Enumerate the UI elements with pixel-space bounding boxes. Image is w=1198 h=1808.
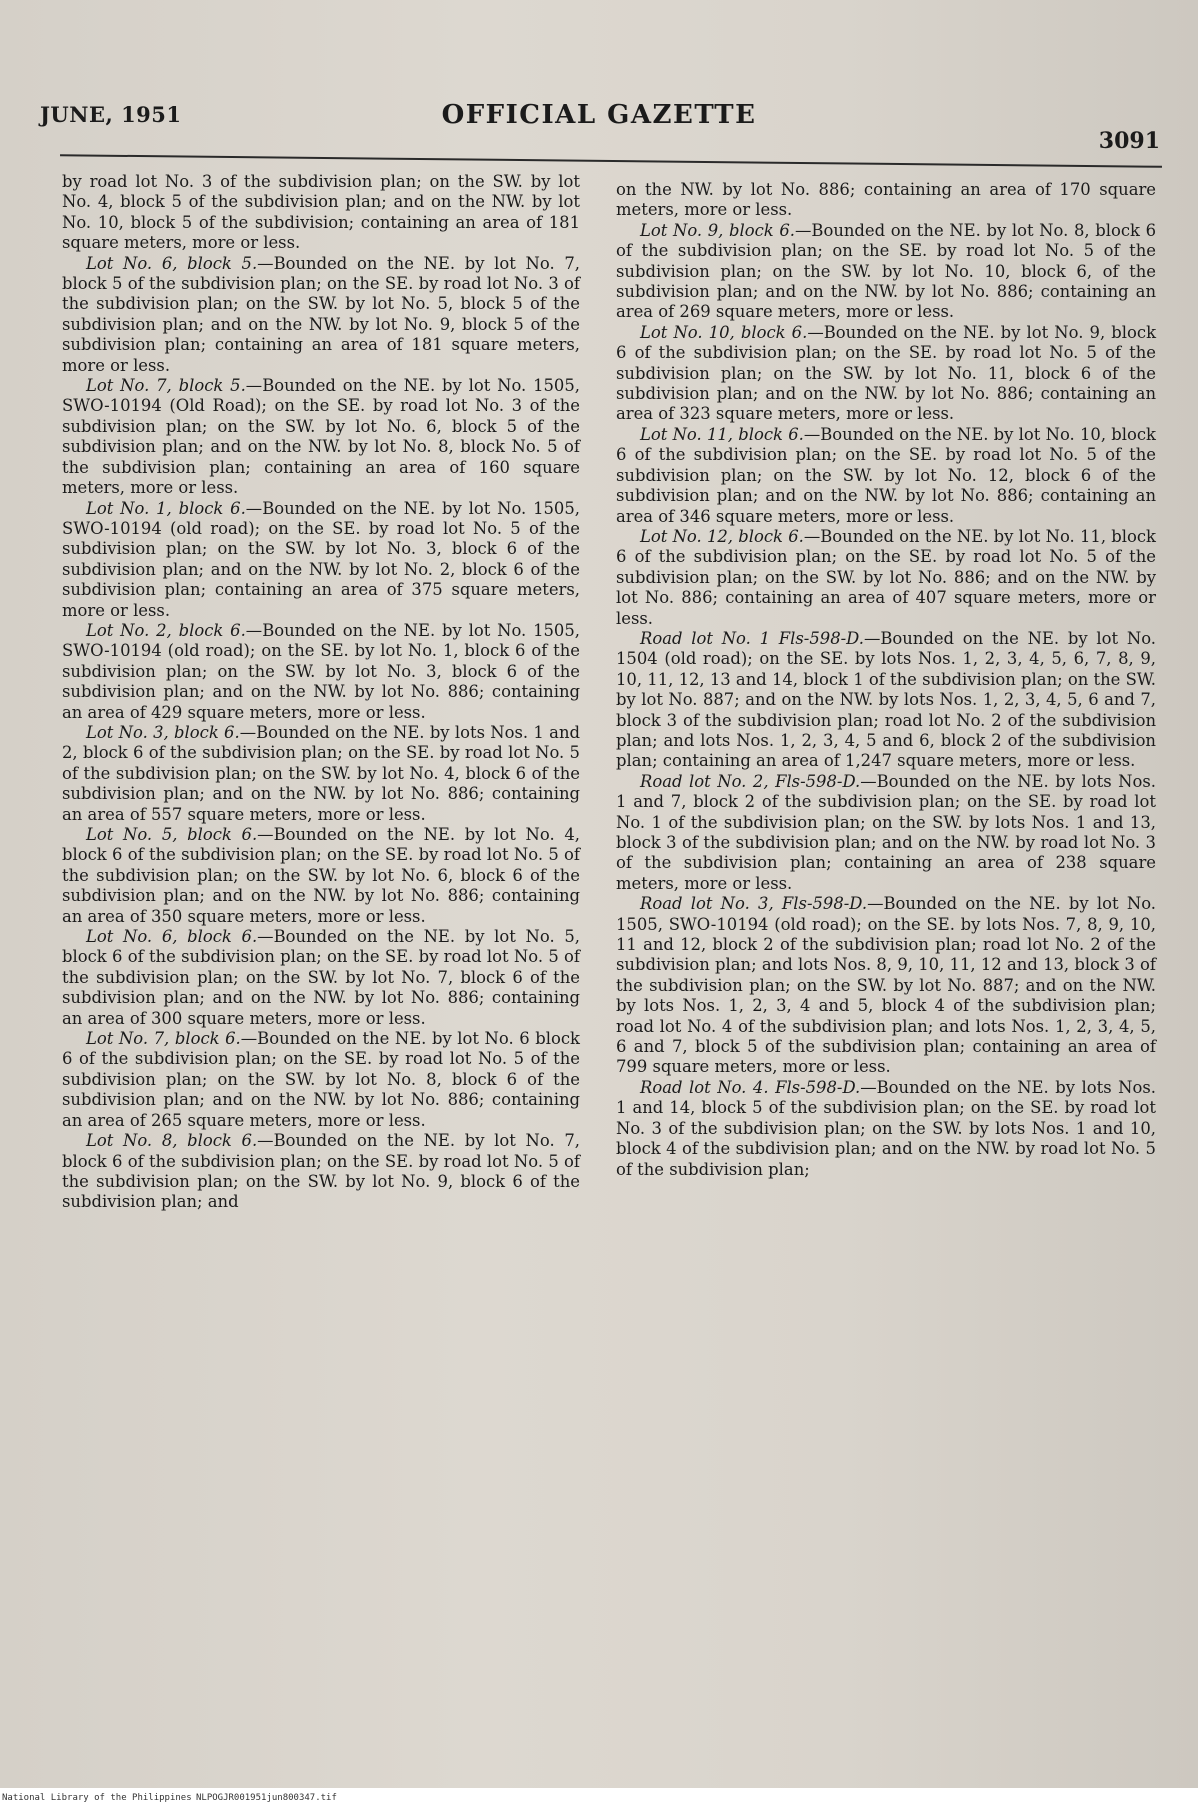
lot-text: —Bounded on the NE. by lot No. 1505, SWO-10194 (old road); on the SE. by road lot No. 5 of the subdivision plan; on the SW. by lot No. 3, block 6 of the subdivision plan; and on the NW. by lot No. 2, block 6 of the subdivision plan; containing an area of 375 square meters, more or less.	[62, 498, 581, 620]
lot-paragraph	[62, 927, 580, 1029]
road-lot-paragraph	[616, 772, 1156, 894]
right-column	[616, 180, 1156, 1180]
lot-paragraph	[62, 172, 580, 254]
lot-text: —Bounded on the NE. by lot No. 1505, SWO-10194 (Old Road); on the SE. by road lot No. 3 of the subdivision plan; on the SW. by lot No. 6, block 5 of the subdivision plan; and on the NW. by lot No. 8, block No. 5 of the subdivision plan; containing an area of 160 square meters, more or less.	[62, 376, 581, 498]
lot-heading: Lot No. 10, block 6.	[640, 322, 808, 342]
lot-heading: Lot No. 6, block 5.	[86, 253, 258, 273]
lot-heading: Lot No. 1, block 6.	[86, 498, 246, 518]
lot-text: —Bounded on the NE. by lot No. 1505, SWO-10194 (old road); on the SE. by lot No. 1, block 6 of the subdivision plan; on the SW. by lot No. 3, block 6 of the subdivision plan; and on the NW. by lot No. 886; containing an area of 429 square meters, more or less.	[62, 620, 581, 722]
lot-text: —Bounded on the NE. by lots Nos. 1 and 2, block 6 of the subdivision plan; on the SE. by road lot No. 5 of the subdivision plan; on the SW. by lot No. 4, block 6 of the subdivision plan; and on the NW. by lot No. 886; containing an area of 557 square meters, more or less.	[62, 722, 580, 824]
lot-text: —Bounded on the NE. by lot No. 8, block 6 of the subdivision plan; on the SE. by road lot No. 5 of the subdivision plan; on the SW. by lot No. 10, block 6, of the subdivision plan; and on the NW. by lot No. 886; containing an area of 269 square meters, more or less.	[616, 220, 1156, 322]
issue-date: JUNE, 1951	[40, 102, 182, 127]
road-lot-text: —Bounded on the NE. by lot No. 1504 (old road); on the SE. by lots Nos. 1, 2, 3, 4, 5, 6, 7, 8, 9, 10, 11, 12, 13 and 14, block 1 of the subdivision plan; on the SW. by lot No. 887; and on the NW. by lots Nos. 1, 2, 3, 4, 5, 6 and 7, block 3 of the subdivision plan; road lot No. 2 of the subdivision plan; and lots Nos. 1, 2, 3, 4, 5 and 6, block 2 of the subdivision plan; containing an area of 1,247 square meters, more or less.	[616, 628, 1156, 771]
road-lot-text: —Bounded on the NE. by lot No. 1505, SWO-10194 (old road); on the SE. by lots Nos. 7, 8, 9, 10, 11 and 12, block 2 of the subdivision plan; road lot No. 2 of the subdivision plan; and lots Nos. 8, 9, 10, 11, 12 and 13, block 3 of the subdivision plan; on the SW. by lot No. 887; and on the NW. by lots Nos. 1, 2, 3, 4 and 5, block 4 of the subdivision plan; road lot No. 4 of the subdivision plan; and lots Nos. 1, 2, 3, 4, 5, 6 and 7, block 5 of the subdivision plan; containing an area of 799 square meters, more or less.	[616, 894, 1157, 1077]
lot-text: —Bounded on the NE. by lot No. 4, block 6 of the subdivision plan; on the SE. by road lot No. 5 of the subdivision plan; on the SW. by lot No. 6, block 6 of the subdivision plan; and on the NW. by lot No. 886; containing an area of 350 square meters, more or less.	[62, 825, 580, 926]
lot-paragraph	[616, 527, 1156, 629]
lot-heading: Lot No. 11, block 6.	[640, 424, 804, 444]
lot-text: —Bounded on the NE. by lot No. 10, block 6 of the subdivision plan; on the SE. by road lot No. 5 of the subdivision plan; on the SW. by lot No. 12, block 6 of the subdivision plan; and on the NW. by lot No. 886; containing an area of 346 square meters, more or less.	[616, 424, 1156, 526]
lot-heading: Lot No. 2, block 6.	[86, 620, 246, 640]
road-lot-heading: Road lot No. 3, Fls-598-D.	[640, 894, 868, 914]
lot-paragraph	[62, 254, 580, 376]
left-column	[62, 172, 580, 1213]
lot-paragraph	[62, 723, 580, 825]
lot-text: by road lot No. 3 of the subdivision plan; on the SW. by lot No. 4, block 5 of the subdivision plan; and on the NW. by lot No. 10, block 5 of the subdivision; containing an area of 181 square meters, more or less.	[62, 172, 580, 253]
lot-text: —Bounded on the NE. by lot No. 5, block 6 of the subdivision plan; on the SE. by road lot No. 5 of the subdivision plan; on the SW. by lot No. 7, block 6 of the subdivision plan; and on the NW. by lot No. 886; containing an area of 300 square meters, more or less.	[62, 927, 580, 1028]
lot-paragraph	[62, 621, 580, 723]
road-lot-paragraph	[616, 894, 1156, 1078]
lot-paragraph	[616, 323, 1156, 425]
lot-heading: Lot No. 8, block 6.	[86, 1131, 258, 1151]
lot-text: —Bounded on the NE. by lot No. 7, block 5 of the subdivision plan; on the SE. by road lot No. 3 of the subdivision plan; on the SW. by lot No. 5, block 5 of the subdivision plan; and on the NW. by lot No. 9, block 5 of the subdivision plan; containing an area of 181 square meters, more or less.	[62, 253, 580, 375]
scan-filename: NLPOGJR001951jun800347.tif	[196, 1793, 337, 1803]
page-number: 3091	[1098, 128, 1160, 154]
lot-paragraph	[616, 425, 1156, 527]
lot-paragraph	[62, 825, 580, 927]
road-lot-paragraph	[616, 1078, 1156, 1180]
lot-heading: Lot No. 9, block 6.	[640, 220, 796, 240]
lot-paragraph	[62, 1029, 580, 1131]
lot-heading: Lot No. 12, block 6.	[640, 526, 804, 546]
road-lot-text: —Bounded on the NE. by lots Nos. 1 and 7, block 2 of the subdivision plan; on the SE. by road lot No. 1 of the subdivision plan; on the SW. by lots Nos. 1 and 13, block 3 of the subdivision plan; and on the NW. by road lot No. 3 of the subdivision plan; containing an area of 238 square meters, more or less.	[616, 771, 1157, 893]
lot-paragraph	[62, 499, 580, 621]
lot-heading: Lot No. 5, block 6.	[86, 825, 258, 844]
road-lot-heading: Road lot No. 2, Fls-598-D.	[640, 771, 861, 791]
road-lot-paragraph	[616, 629, 1156, 772]
lot-text: —Bounded on the NE. by lot No. 6 block 6 of the subdivision plan; on the SE. by road lot No. 5 of the subdivision plan; on the SW. by lot No. 8, block 6 of the subdivision plan; and on the NW. by lot No. 886; containing an area of 265 square meters, more or less.	[62, 1029, 580, 1130]
lot-heading: Lot No. 7, block 5.	[86, 376, 246, 396]
header-rule	[60, 154, 1162, 168]
lot-paragraph	[616, 180, 1156, 221]
lot-text: —Bounded on the NE. by lot No. 7, block 6 of the subdivision plan; on the SE. by road lot No. 5 of the subdivision plan; on the SW. by lot No. 9, block 6 of the subdivision plan; and	[62, 1131, 580, 1212]
lot-text: on the NW. by lot No. 886; containing an area of 170 square meters, more or less.	[616, 180, 1156, 220]
publication-title: OFFICIAL GAZETTE	[441, 100, 757, 130]
lot-text: —Bounded on the NE. by lot No. 9, block 6 of the subdivision plan; on the SE. by road lot No. 5 of the subdivision plan; on the SW. by lot No. 11, block 6 of the subdivision plan; and on the NW. by lot No. 886; containing an area of 323 square meters, more or less.	[616, 322, 1157, 424]
lot-text: —Bounded on the NE. by lot No. 11, block 6 of the subdivision plan; on the SE. by road lot No. 5 of the subdivision plan; on the SW. by lot No. 886; and on the NW. by lot No. 886; containing an area of 407 square meters, more or less.	[616, 526, 1156, 628]
lot-paragraph	[62, 1131, 580, 1213]
lot-paragraph	[62, 376, 580, 498]
source-credit: National Library of the Philippines	[2, 1793, 192, 1803]
lot-heading: Lot No. 3, block 6.	[86, 722, 240, 742]
road-lot-heading: Road lot No. 4. Fls-598-D.	[640, 1077, 861, 1097]
road-lot-heading: Road lot No. 1 Fls-598-D.	[640, 628, 864, 648]
lot-heading: Lot No. 7, block 6.	[86, 1029, 241, 1049]
page-header	[38, 92, 1160, 152]
scan-footer	[0, 1788, 1198, 1808]
lot-heading: Lot No. 6, block 6.	[86, 927, 258, 947]
road-lot-text: —Bounded on the NE. by lots Nos. 1 and 14, block 5 of the subdivision plan; on the SE. by road lot No. 3 of the subdivision plan; on the SW. by lots Nos. 1 and 10, block 4 of the subdivision plan; and on the NW. by road lot No. 5 of the subdivision plan;	[616, 1077, 1157, 1179]
lot-paragraph	[616, 221, 1156, 323]
